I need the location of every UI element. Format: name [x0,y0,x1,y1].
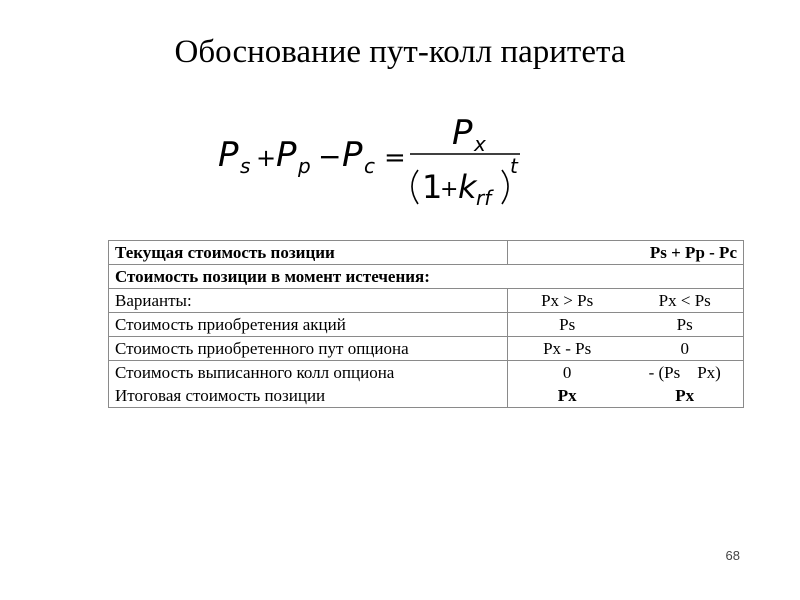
put-cost-label: Стоимость приобретенного пут опциона [109,337,508,361]
formula-minus-sign: − [318,140,342,173]
formula-one: 1 [422,168,443,206]
table-row [109,361,744,385]
call-cost-label: Стоимость выписанного колл опциона [109,361,508,385]
formula-plus-sign: + [256,144,277,172]
table-row [109,337,744,361]
formula-px-subscript: x [474,132,486,156]
table-row [109,289,744,313]
slide-title: Обоснование пут-колл паритета [174,34,626,70]
table-row [109,384,744,408]
formula-denominator-plus: + [440,177,459,202]
formula-ps-symbol: P [218,135,239,175]
page-number: 68 [725,548,740,563]
formula-pp-subscript: p [298,154,311,178]
put-cost-v2: 0 [626,337,743,361]
formula-equals-sign: = [384,143,406,173]
call-cost-v1: 0 [507,361,626,385]
expiry-value-label: Стоимость позиции в момент истечения: [109,265,744,289]
formula-pp-symbol: P [276,135,297,175]
put-call-parity-formula [200,110,540,220]
variants-label: Варианты: [109,289,508,313]
total-value-v1: Px [507,384,626,408]
variant-1-header: Px > Ps [507,289,626,313]
put-cost-v1: Px - Ps [507,337,626,361]
formula-pc-symbol: P [342,135,363,175]
call-cost-v2: - (Ps Px) [626,361,743,385]
table-row [109,265,744,289]
formula-ps-subscript: s [240,154,251,178]
formula-right-paren [502,170,508,204]
current-value-formula: Ps + Pp - Pc [507,241,743,265]
total-value-label: Итоговая стоимость позиции [109,384,508,408]
formula-left-paren [412,170,418,204]
formula-px-symbol: P [452,113,473,153]
stock-cost-v2: Ps [626,313,743,337]
current-value-label: Текущая стоимость позиции [109,241,508,265]
formula-rf-subscript: rf [476,186,492,210]
table-row [109,241,744,265]
formula-pc-subscript: c [364,154,375,178]
formula-t-exponent: t [510,154,518,178]
stock-cost-label: Стоимость приобретения акций [109,313,508,337]
total-value-v2: Px [626,384,743,408]
variant-2-header: Px < Ps [626,289,743,313]
formula-k-symbol: k [458,168,477,206]
formula-svg [200,110,540,220]
table-row [109,313,744,337]
stock-cost-v1: Ps [507,313,626,337]
position-value-table [108,240,744,408]
